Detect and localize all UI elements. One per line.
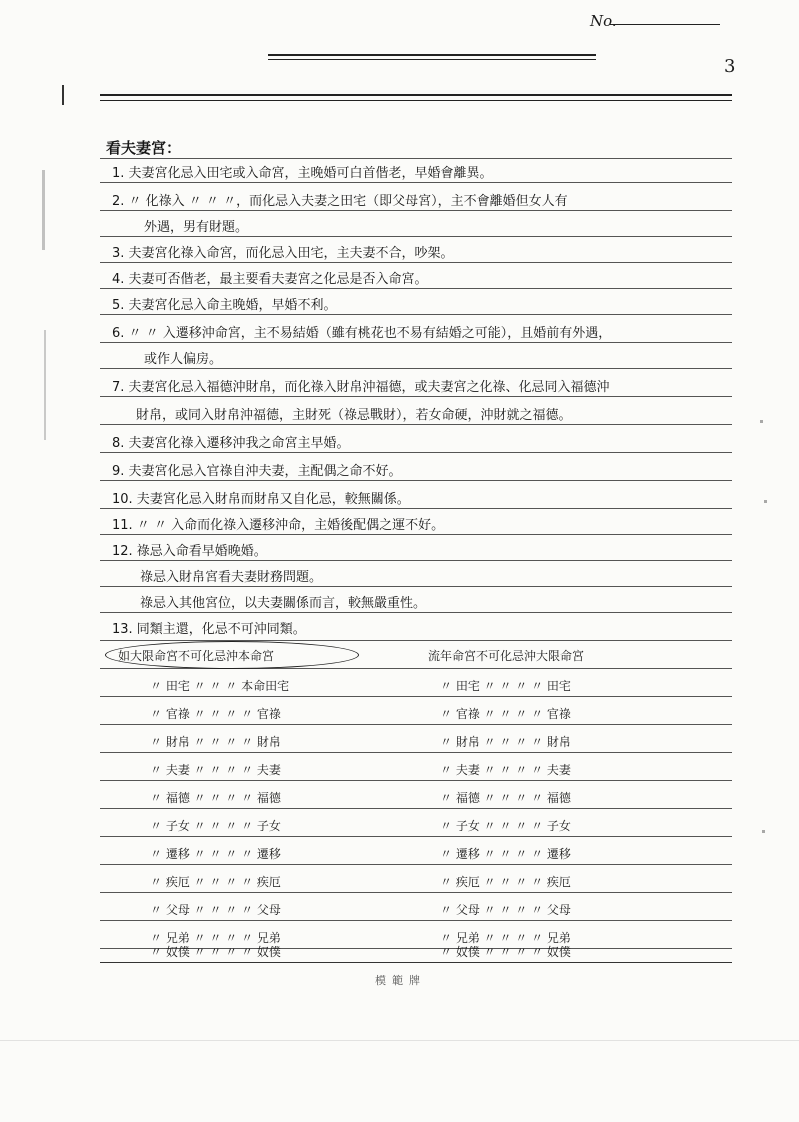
note-line: 10. 夫妻宮化忌入財帛而財帛又自化忌，較無關係。	[112, 492, 410, 507]
table-left-header: 如大限命宮不可化忌沖本命宮	[118, 649, 275, 663]
table-cell-left: 〃 兄弟 〃 〃 〃 〃 兄弟	[150, 931, 281, 945]
scan-noise	[762, 830, 765, 833]
ruled-line	[100, 288, 732, 289]
note-line: 或作人偏房。	[144, 352, 223, 367]
note-line: 2. 〃 化祿入 〃 〃 〃，而化忌入夫妻之田宅（即父母宮），主不會離婚但女人有	[112, 194, 568, 209]
table-cell-right: 〃 奴僕 〃 〃 〃 〃 奴僕	[440, 945, 571, 959]
table-cell-left: 〃 財帛 〃 〃 〃 〃 財帛	[150, 735, 281, 749]
table-cell-right: 〃 官祿 〃 〃 〃 〃 官祿	[440, 707, 571, 721]
note-line: 祿忌入財帛宮看夫妻財務問題。	[140, 570, 323, 585]
table-cell-left: 〃 官祿 〃 〃 〃 〃 官祿	[150, 707, 281, 721]
ruled-line	[100, 182, 732, 183]
ruled-line	[100, 808, 732, 809]
ruled-line	[100, 780, 732, 781]
ruled-line	[100, 586, 732, 587]
note-line: 7. 夫妻宮化忌入福德沖財帛，而化祿入財帛沖福德，或夫妻宮之化祿、化忌同入福德沖	[112, 380, 610, 395]
note-line: 11. 〃 〃 入命而化祿入遷移沖命，主婚後配偶之運不好。	[112, 518, 445, 533]
ruled-line	[100, 920, 732, 921]
table-cell-left: 〃 奴僕 〃 〃 〃 〃 奴僕	[150, 945, 281, 959]
header-double-rule	[268, 54, 596, 60]
ruled-line	[100, 210, 732, 211]
ruled-line	[100, 560, 732, 561]
table-cell-right: 〃 子女 〃 〃 〃 〃 子女	[440, 819, 571, 833]
ruled-line	[100, 314, 732, 315]
note-line: 5. 夫妻宮化忌入命主晚婚，早婚不利。	[112, 298, 337, 313]
scan-noise	[764, 500, 767, 503]
note-line: 1. 夫妻宮化忌入田宅或入命宮，主晚婚可白首偕老，早婚會離異。	[112, 166, 493, 181]
note-line: 3. 夫妻宮化祿入命宮，而化忌入田宅，主夫妻不合，吵架。	[112, 246, 454, 261]
ruled-line	[100, 724, 732, 725]
table-cell-right: 〃 財帛 〃 〃 〃 〃 財帛	[440, 735, 571, 749]
number-label: No.	[590, 12, 617, 30]
page-number: 3	[724, 56, 736, 77]
ruled-line	[100, 424, 732, 425]
table-cell-left: 〃 夫妻 〃 〃 〃 〃 夫妻	[150, 763, 281, 777]
table-cell-left: 〃 子女 〃 〃 〃 〃 子女	[150, 819, 281, 833]
scan-noise	[0, 1040, 799, 1041]
table-cell-left: 〃 疾厄 〃 〃 〃 〃 疾厄	[150, 875, 281, 889]
note-line: 4. 夫妻可否偕老，最主要看夫妻宮之化忌是否入命宮。	[112, 272, 428, 287]
table-cell-right: 〃 夫妻 〃 〃 〃 〃 夫妻	[440, 763, 571, 777]
margin-mark	[62, 85, 64, 105]
table-cell-right: 〃 父母 〃 〃 〃 〃 父母	[440, 903, 571, 917]
bottom-rule	[100, 962, 732, 963]
ruled-line	[100, 752, 732, 753]
scan-noise	[42, 170, 45, 250]
table-cell-right: 〃 福德 〃 〃 〃 〃 福德	[440, 791, 571, 805]
scan-noise	[760, 420, 763, 423]
paper-brand-footer: 模範牌	[375, 974, 426, 987]
section-title: 看夫妻宮：	[106, 139, 182, 157]
table-cell-left: 〃 田宅 〃 〃 〃 本命田宅	[150, 679, 290, 693]
table-right-header: 流年命宮不可化忌沖大限命宮	[428, 649, 585, 663]
ruled-line	[100, 892, 732, 893]
ruled-line	[100, 864, 732, 865]
ruled-line	[100, 452, 732, 453]
table-cell-left: 〃 福德 〃 〃 〃 〃 福德	[150, 791, 281, 805]
note-line: 外遇，男有財題。	[144, 220, 249, 235]
note-line: 6. 〃 〃 入遷移沖命宮，主不易結婚（雖有桃花也不易有結婚之可能），且婚前有外遇，	[112, 326, 612, 341]
ruled-line	[100, 480, 732, 481]
note-line: 9. 夫妻宮化忌入官祿自沖夫妻，主配偶之命不好。	[112, 464, 402, 479]
table-cell-right: 〃 田宅 〃 〃 〃 〃 田宅	[440, 679, 571, 693]
ruled-line	[100, 612, 732, 613]
ruled-line	[100, 236, 732, 237]
note-line: 12. 祿忌入命看早婚晚婚。	[112, 544, 267, 559]
note-line: 財帛，或同入財帛沖福德，主財死（祿忌戰財），若女命硬，沖財就之福德。	[136, 408, 572, 423]
table-cell-right: 〃 疾厄 〃 〃 〃 〃 疾厄	[440, 875, 571, 889]
note-line: 8. 夫妻宮化祿入遷移沖我之命宮主早婚。	[112, 436, 350, 451]
ruled-line	[100, 836, 732, 837]
ruled-line	[100, 262, 732, 263]
table-cell-right: 〃 兄弟 〃 〃 〃 〃 兄弟	[440, 931, 571, 945]
ruled-line	[100, 508, 732, 509]
table-cell-left: 〃 父母 〃 〃 〃 〃 父母	[150, 903, 281, 917]
ruled-line	[100, 158, 732, 159]
scan-noise	[44, 330, 46, 440]
ruled-line	[100, 342, 732, 343]
table-cell-left: 〃 遷移 〃 〃 〃 〃 遷移	[150, 847, 281, 861]
top-rule	[100, 94, 732, 101]
note-line: 13. 同類主還，化忌不可沖同類。	[112, 622, 306, 637]
number-underline	[610, 24, 720, 25]
ruled-line	[100, 696, 732, 697]
table-cell-right: 〃 遷移 〃 〃 〃 〃 遷移	[440, 847, 571, 861]
note-line: 祿忌入其他宮位，以夫妻關係而言，較無嚴重性。	[140, 596, 427, 611]
ruled-line	[100, 396, 732, 397]
ruled-line	[100, 368, 732, 369]
ruled-line	[100, 534, 732, 535]
